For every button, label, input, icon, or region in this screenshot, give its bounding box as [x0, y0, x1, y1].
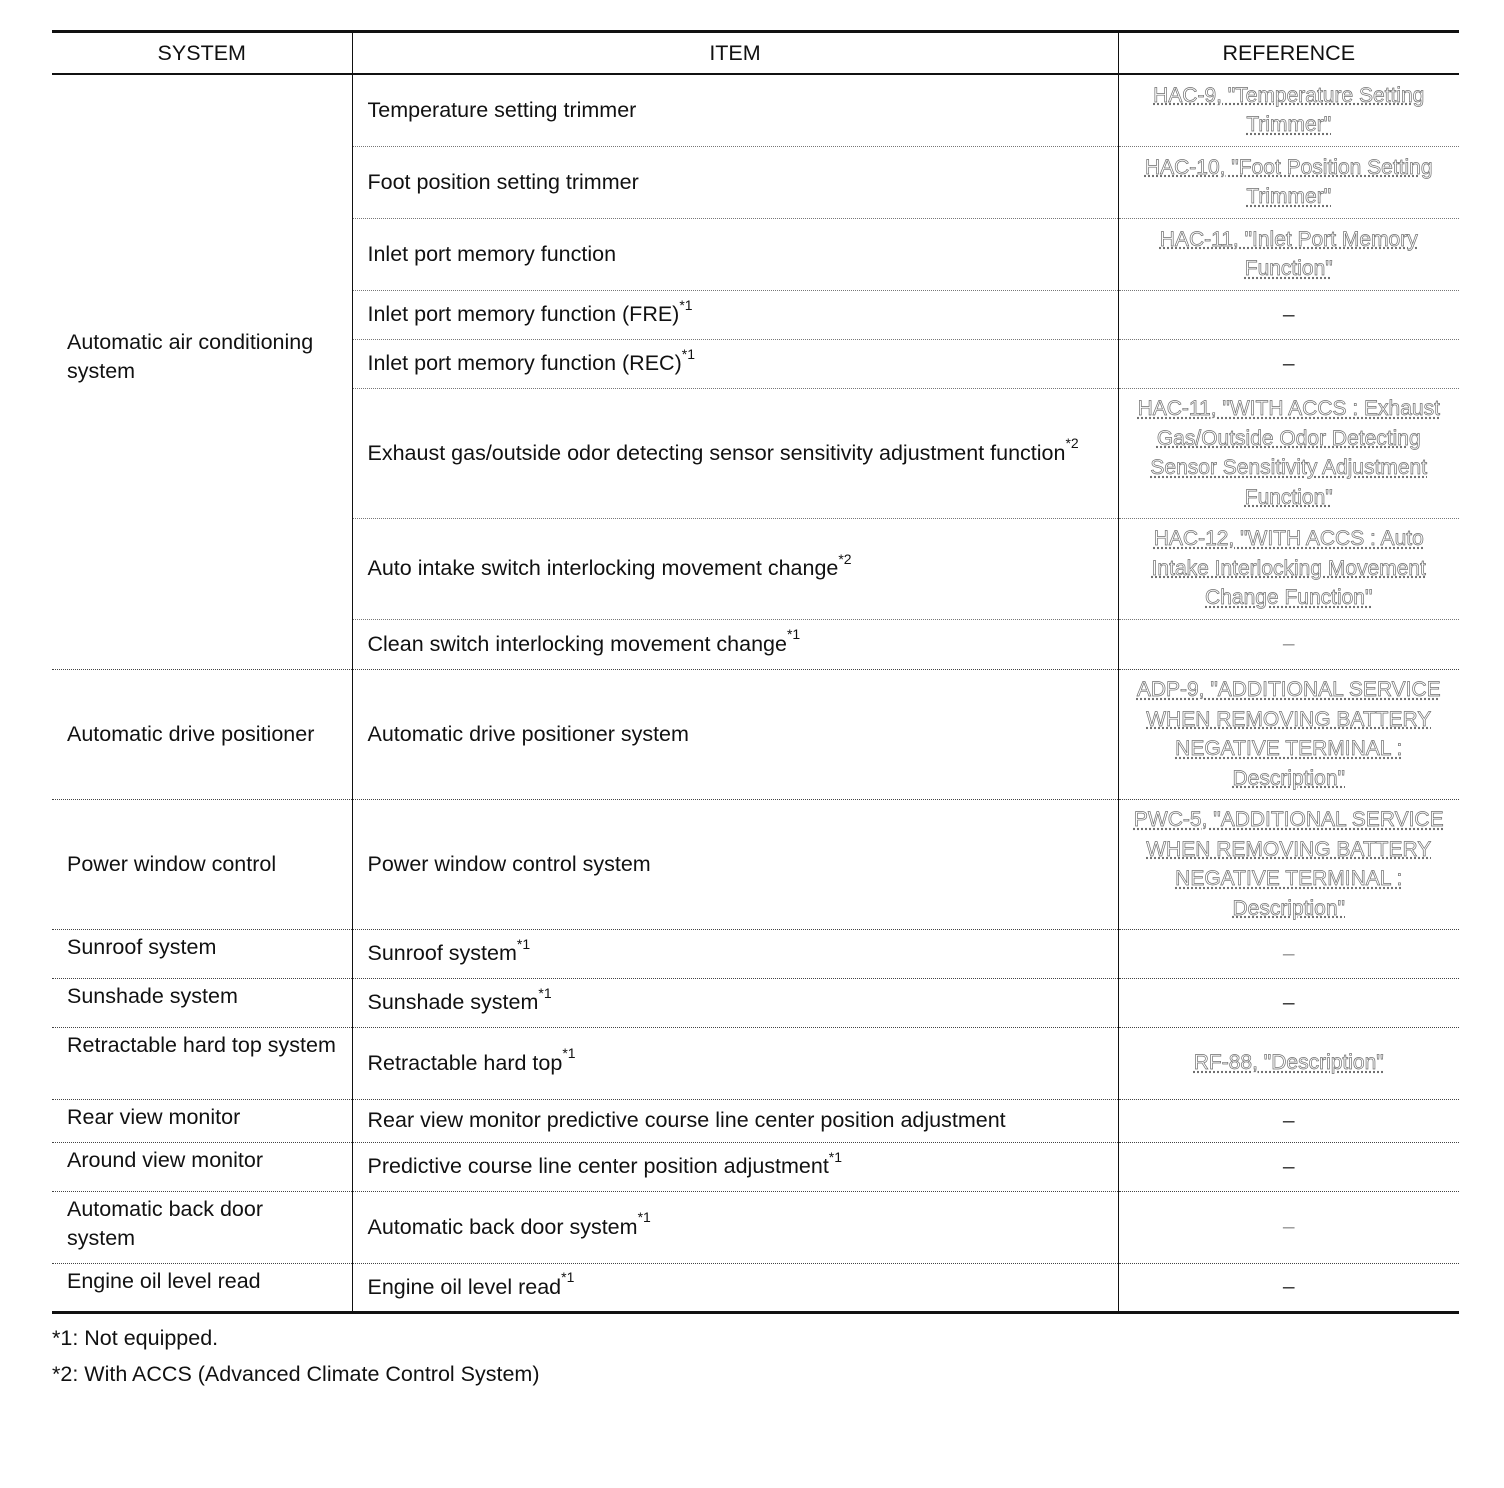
system-cell: [52, 1142, 352, 1191]
footnote-marker: *1: [679, 296, 693, 313]
item-text: Power window control system: [367, 851, 651, 876]
system-cell: [52, 1263, 352, 1312]
reference-cell: [1118, 339, 1459, 388]
system-label: Automatic back door system: [67, 1196, 263, 1250]
table-row: [52, 1263, 1459, 1312]
footnote-marker: *1: [828, 1148, 843, 1165]
reference-link[interactable]: ADP-9, "ADDITIONAL SERVICE WHEN REMOVING BATTERY NEGATIVE TERMINAL : Description": [1136, 678, 1441, 790]
reference-link[interactable]: HAC-9, "Temperature Setting Trimmer": [1153, 83, 1425, 137]
item-text: Retractable hard top: [367, 1050, 563, 1075]
item-cell: [352, 339, 1118, 388]
reference-link[interactable]: PWC-5, "ADDITIONAL SERVICE WHEN REMOVING BATTERY NEGATIVE TERMINAL : Description": [1133, 808, 1444, 920]
footnote-marker: *1: [538, 984, 552, 1001]
item-text: Auto intake switch interlocking movement change: [367, 556, 839, 580]
reference-cell: [1118, 290, 1459, 339]
footnote-marker: *1: [681, 345, 695, 362]
system-label: Around view monitor: [67, 1147, 263, 1172]
system-cell: [52, 669, 352, 799]
reference-cell: [1118, 146, 1459, 218]
item-text: Engine oil level read: [367, 1274, 562, 1299]
table-row: [52, 1191, 1459, 1263]
system-label: Rear view monitor: [67, 1104, 241, 1129]
footnote-marker: *1: [561, 1269, 575, 1286]
reference-link[interactable]: RF-88, "Description": [1193, 1051, 1384, 1075]
footnote-marker: *1: [637, 1209, 651, 1226]
reference-cell: [1118, 619, 1459, 669]
reference-cell: [1118, 978, 1459, 1027]
table-row: [52, 669, 1459, 799]
item-text: Inlet port memory function (FRE): [367, 302, 680, 326]
reference-dash: –: [1282, 990, 1295, 1014]
reference-cell: [1118, 388, 1459, 518]
reference-cell: [1118, 218, 1459, 290]
reference-cell: [1118, 1191, 1459, 1263]
reference-link[interactable]: HAC-12, "WITH ACCS : Auto Intake Interlocking Movement Change Function": [1151, 527, 1426, 610]
reference-dash: –: [1282, 1215, 1295, 1239]
reference-link[interactable]: HAC-11, "Inlet Port Memory Function": [1159, 227, 1418, 280]
reference-dash: –: [1282, 941, 1295, 965]
reference-cell: [1118, 74, 1459, 146]
reference-cell: [1118, 1099, 1459, 1142]
table-wrapper: [52, 30, 1459, 1314]
footnotes: [52, 1320, 540, 1392]
reference-dash: –: [1282, 632, 1295, 656]
system-label: Retractable hard top system: [67, 1032, 336, 1057]
footnote-marker: *2: [838, 550, 852, 567]
header-row: [52, 32, 1459, 75]
footnote-1: *1: Not equipped.: [52, 1326, 219, 1350]
system-cell: [52, 929, 352, 978]
reference-dash: –: [1282, 1275, 1295, 1299]
table-row: [52, 1027, 1459, 1099]
item-cell: [352, 1099, 1118, 1142]
reference-cell: [1118, 929, 1459, 978]
item-text: Exhaust gas/outside odor detecting sensor sensitivity adjustment function: [367, 440, 1066, 465]
reference-cell: [1118, 799, 1459, 929]
reference-cell: [1118, 1263, 1459, 1312]
reference-cell: [1118, 669, 1459, 799]
system-cell: [52, 1027, 352, 1099]
item-text: Rear view monitor predictive course line center position adjustment: [367, 1108, 1006, 1132]
item-cell: [352, 929, 1118, 978]
header-item: ITEM: [352, 32, 1118, 75]
item-text: Inlet port memory function: [367, 241, 617, 266]
table-row: [52, 929, 1459, 978]
header-reference: REFERENCE: [1118, 32, 1459, 75]
item-cell: [352, 799, 1118, 929]
reference-cell: [1118, 1027, 1459, 1099]
system-label: Sunroof system: [67, 934, 217, 959]
system-label: Engine oil level read: [67, 1268, 261, 1293]
item-text: Inlet port memory function (REC): [367, 351, 682, 375]
table-row: [52, 1142, 1459, 1191]
item-cell: [352, 74, 1118, 146]
reference-dash: –: [1282, 1108, 1295, 1132]
footnote-marker: *1: [516, 935, 531, 952]
reference-link[interactable]: HAC-11, "WITH ACCS : Exhaust Gas/Outside Odor Detecting Sensor Sensitivity Adjustment Function": [1137, 397, 1440, 509]
item-cell: [352, 1027, 1118, 1099]
item-cell: [352, 1191, 1118, 1263]
item-cell: [352, 619, 1118, 669]
item-text: Clean switch interlocking movement change: [367, 631, 787, 656]
table-row: [52, 1099, 1459, 1142]
table-row: [52, 799, 1459, 929]
item-text: Predictive course line center position adjustment: [367, 1154, 829, 1178]
item-cell: [352, 218, 1118, 290]
item-cell: [352, 146, 1118, 218]
item-text: Temperature setting trimmer: [367, 97, 637, 122]
system-cell: [52, 799, 352, 929]
system-cell: [52, 978, 352, 1027]
system-cell: [52, 1099, 352, 1142]
reference-dash: –: [1282, 1154, 1295, 1178]
item-text: Automatic drive positioner system: [367, 721, 689, 746]
item-text: Sunshade system: [367, 990, 539, 1014]
item-cell: [352, 518, 1118, 619]
table-row: [52, 74, 1459, 146]
item-text: Sunroof system: [367, 941, 517, 965]
reference-cell: [1118, 518, 1459, 619]
item-cell: [352, 978, 1118, 1027]
footnote-marker: *1: [786, 626, 801, 643]
adjustment-table: [52, 30, 1459, 1314]
table-row: [52, 978, 1459, 1027]
item-cell: [352, 290, 1118, 339]
reference-dash: –: [1282, 302, 1295, 326]
system-label: Automatic drive positioner: [67, 721, 315, 746]
footnote-2: *2: With ACCS (Advanced Climate Control System): [52, 1362, 540, 1386]
item-cell: [352, 1263, 1118, 1312]
item-text: Automatic back door system: [367, 1214, 638, 1239]
system-label: Automatic air conditioning system: [67, 329, 314, 383]
system-label: Sunshade system: [67, 983, 238, 1008]
header-system: SYSTEM: [52, 32, 352, 75]
item-text: Foot position setting trimmer: [367, 169, 639, 194]
item-cell: [352, 388, 1118, 518]
system-label: Power window control: [67, 851, 277, 876]
system-cell: [52, 1191, 352, 1263]
reference-dash: –: [1282, 351, 1295, 375]
footnote-marker: *1: [562, 1045, 576, 1062]
item-cell: [352, 669, 1118, 799]
system-cell: [52, 74, 352, 669]
footnote-marker: *2: [1065, 435, 1079, 452]
reference-link[interactable]: HAC-10, "Foot Position Setting Trimmer": [1144, 155, 1433, 208]
item-cell: [352, 1142, 1118, 1191]
reference-cell: [1118, 1142, 1459, 1191]
